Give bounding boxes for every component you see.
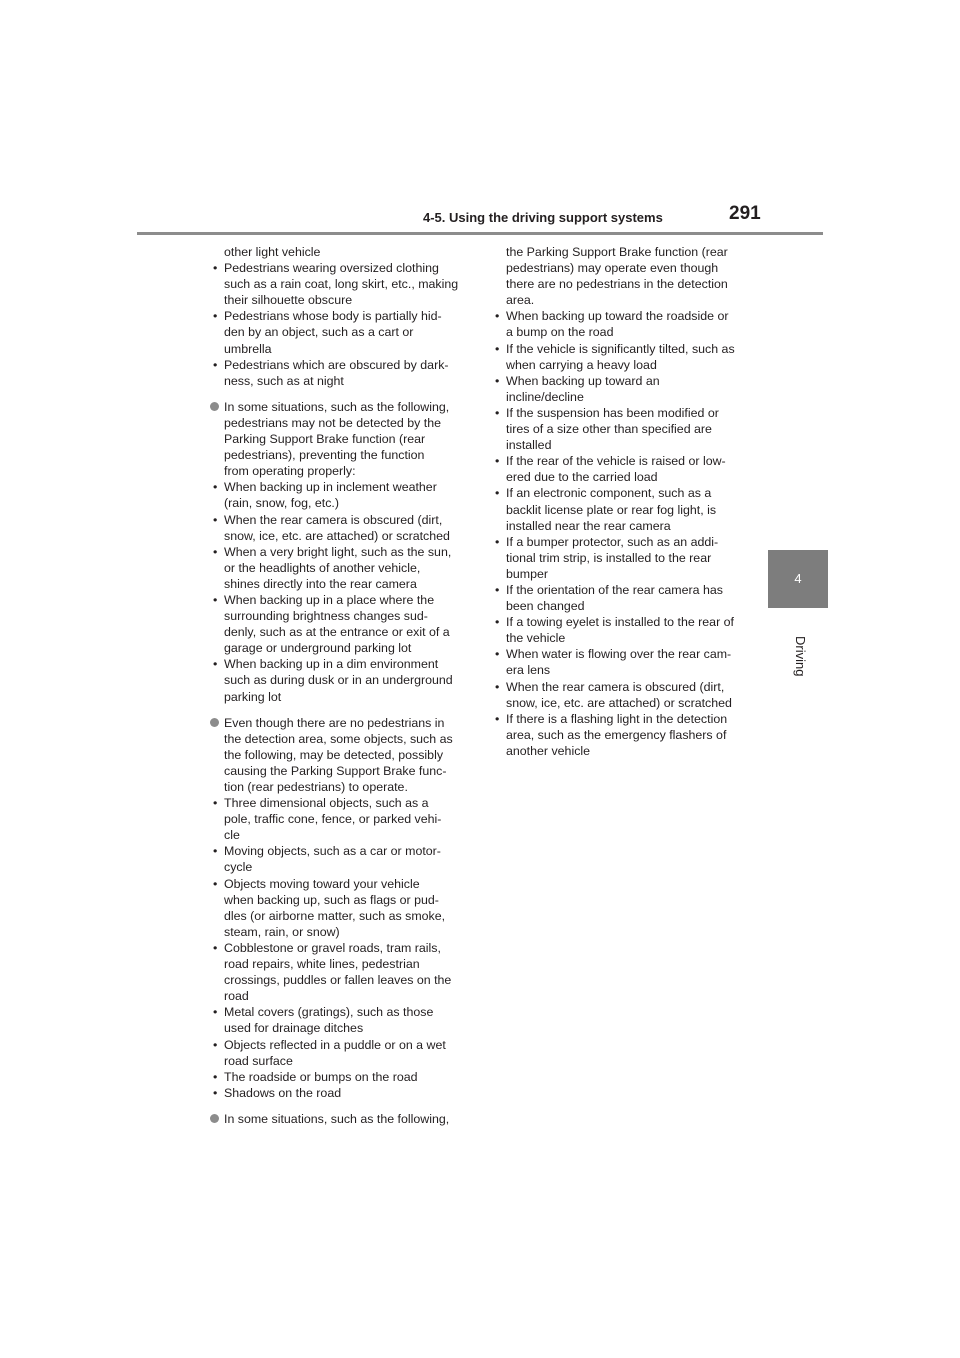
- text-line: the following, may be detected, possibly: [224, 747, 444, 762]
- bullet-mark: •: [495, 615, 500, 630]
- bullet-mark: •: [213, 480, 218, 495]
- text-line: area.: [506, 293, 535, 308]
- list-item: [209, 260, 457, 308]
- text-line: When backing up in a place where the: [224, 592, 435, 607]
- text-line: In some situations, such as the following,: [224, 399, 450, 414]
- text-line: causing the Parking Support Brake func-: [224, 763, 447, 778]
- list-item: [209, 876, 457, 940]
- text-line: When the rear camera is obscured (dirt,: [506, 679, 725, 694]
- text-line: area, such as the emergency flashers of: [506, 727, 727, 742]
- text-line: If the vehicle is significantly tilted, such as: [506, 341, 735, 356]
- list-item: [209, 512, 457, 544]
- text-line: bumper: [506, 566, 549, 581]
- text-line: such as a rain coat, long skirt, etc., making: [224, 277, 459, 292]
- text-line: snow, ice, etc. are attached) or scratched: [506, 695, 732, 710]
- text-line: pedestrians) may operate even though: [506, 261, 719, 276]
- text-line: pedestrians may not be detected by the: [224, 415, 441, 430]
- text-line: installed: [506, 438, 552, 453]
- text-line: Even though there are no pedestrians in: [224, 715, 445, 730]
- text-line: road: [224, 989, 249, 1004]
- text-line: If a towing eyelet is installed to the rear of: [506, 615, 734, 630]
- list-item: [491, 582, 751, 614]
- list-item: [209, 1085, 457, 1101]
- text-line: When a very bright light, such as the sun,: [224, 544, 452, 559]
- chapter-number: 4: [794, 571, 802, 586]
- text-line: When backing up toward the roadside or: [506, 309, 729, 324]
- bullet-mark: •: [495, 679, 500, 694]
- list-item: [209, 940, 457, 1004]
- text-line: When backing up in a dim environment: [224, 657, 439, 672]
- text-line: or the headlights of another vehicle,: [224, 560, 421, 575]
- text-line: cycle: [224, 860, 253, 875]
- continued-text: [491, 244, 751, 308]
- bullet-mark: •: [495, 647, 500, 662]
- continued-sub-list: [209, 260, 457, 389]
- text-line: When the rear camera is obscured (dirt,: [224, 512, 443, 527]
- bullet-mark: •: [495, 454, 500, 469]
- text-line: The roadside or bumps on the road: [224, 1069, 418, 1084]
- text-line: steam, rain, or snow): [224, 924, 340, 939]
- text-line: Objects moving toward your vehicle: [224, 876, 420, 891]
- list-item: [209, 357, 457, 389]
- bullet-paragraph: [209, 399, 457, 479]
- section-title: 4-5. Using the driving support systems: [423, 210, 663, 225]
- text-line: umbrella: [224, 341, 272, 356]
- text-line: shines directly into the rear camera: [224, 576, 417, 591]
- text-line: from operating properly:: [224, 464, 356, 479]
- text-line: If the rear of the vehicle is raised or low-: [506, 454, 726, 469]
- bullet-mark: •: [495, 309, 500, 324]
- text-line: Three dimensional objects, such as a: [224, 796, 429, 811]
- text-line: backlit license plate or rear fog light, is: [506, 502, 717, 517]
- text-line: Pedestrians whose body is partially hid-: [224, 309, 442, 324]
- bullet-mark: •: [213, 261, 218, 276]
- list-item: [209, 656, 457, 704]
- text-line: pedestrians), preventing the function: [224, 448, 425, 463]
- sub-list: [491, 308, 751, 759]
- sub-list: [209, 795, 457, 1101]
- bullet-paragraph: [209, 715, 457, 795]
- text-line: Moving objects, such as a car or motor-: [224, 844, 441, 859]
- text-line: When water is flowing over the rear cam-: [506, 647, 732, 662]
- bullet-mark: •: [495, 582, 500, 597]
- list-item: [209, 1069, 457, 1085]
- text-line: snow, ice, etc. are attached) or scratched: [224, 528, 450, 543]
- list-item: [209, 843, 457, 875]
- page-number: 291: [729, 203, 761, 224]
- text-line: their silhouette obscure: [224, 293, 353, 308]
- bullet-mark: •: [213, 357, 218, 372]
- sub-list: [209, 479, 457, 704]
- text-line: tires of a size other than specified are: [506, 422, 712, 437]
- text-line: ness, such as at night: [224, 373, 344, 388]
- list-item: [491, 646, 751, 678]
- text-line: Cobblestone or gravel roads, tram rails,: [224, 940, 441, 955]
- bullet-mark: •: [213, 940, 218, 955]
- text-line: used for drainage ditches: [224, 1021, 364, 1036]
- list-item: [209, 795, 457, 843]
- text-line: If a bumper protector, such as an addi-: [506, 534, 719, 549]
- text-line: installed near the rear camera: [506, 518, 671, 533]
- list-item: [209, 479, 457, 511]
- chapter-tab[interactable]: [768, 550, 828, 608]
- text-line: Pedestrians wearing oversized clothing: [224, 261, 439, 276]
- text-line: pole, traffic cone, fence, or parked vehi-: [224, 812, 442, 827]
- right-column: [491, 244, 751, 759]
- text-line: a bump on the road: [506, 325, 614, 340]
- list-item: [491, 341, 751, 373]
- text-line: when carrying a heavy load: [506, 357, 657, 372]
- text-line: ered due to the carried load: [506, 470, 658, 485]
- bullet-mark: •: [213, 657, 218, 672]
- list-item: [491, 373, 751, 405]
- text-line: In some situations, such as the following,: [224, 1111, 450, 1126]
- list-item: [209, 1004, 457, 1036]
- bullet-dot-icon: [210, 402, 219, 411]
- list-item: [491, 308, 751, 340]
- bullet-mark: •: [213, 1085, 218, 1100]
- text-line: When backing up in inclement weather: [224, 480, 437, 495]
- text-line: garage or underground parking lot: [224, 641, 412, 656]
- text-line: cle: [224, 828, 240, 843]
- bullet-mark: •: [495, 373, 500, 388]
- bullet-mark: •: [495, 711, 500, 726]
- list-item: [209, 308, 457, 356]
- text-line: If the orientation of the rear camera has: [506, 582, 723, 597]
- text-line: such as during dusk or in an underground: [224, 673, 453, 688]
- list-item: [491, 453, 751, 485]
- list-item: [491, 485, 751, 533]
- text-line: surrounding brightness changes sud-: [224, 609, 428, 624]
- text-line: Parking Support Brake function (rear: [224, 432, 426, 447]
- text-line: the vehicle: [506, 631, 566, 646]
- text-line: Objects reflected in a puddle or on a wet: [224, 1037, 446, 1052]
- text-line: other light vehicle: [224, 245, 321, 259]
- bullet-mark: •: [213, 796, 218, 811]
- text-line: denly, such as at the entrance or exit of a: [224, 625, 450, 640]
- text-line: road repairs, white lines, pedestrian: [224, 957, 420, 972]
- text-line: dles (or airborne matter, such as smoke,: [224, 908, 446, 923]
- bullet-dot-icon: [210, 1114, 219, 1123]
- bullet-mark: •: [213, 1069, 218, 1084]
- text-line: Shadows on the road: [224, 1085, 342, 1100]
- text-line: the detection area, some objects, such as: [224, 731, 453, 746]
- text-line: den by an object, such as a cart or: [224, 325, 414, 340]
- bullet-mark: •: [213, 1005, 218, 1020]
- list-item: [491, 711, 751, 759]
- bullet-mark: •: [495, 486, 500, 501]
- list-item: [491, 534, 751, 582]
- bullet-mark: •: [213, 512, 218, 527]
- text-line: When backing up toward an: [506, 373, 660, 388]
- text-line: If there is a flashing light in the detection: [506, 711, 728, 726]
- bullet-mark: •: [495, 341, 500, 356]
- text-line: If the suspension has been modified or: [506, 405, 719, 420]
- continued-text: [209, 244, 457, 260]
- bullet-mark: •: [213, 309, 218, 324]
- text-line: there are no pedestrians in the detection: [506, 277, 728, 292]
- list-item: [491, 679, 751, 711]
- list-item: [209, 544, 457, 592]
- bullet-mark: •: [213, 592, 218, 607]
- text-line: era lens: [506, 663, 551, 678]
- text-line: Metal covers (gratings), such as those: [224, 1005, 434, 1020]
- text-line: when backing up, such as flags or pud-: [224, 892, 439, 907]
- bullet-mark: •: [213, 876, 218, 891]
- text-line: Pedestrians which are obscured by dark-: [224, 357, 449, 372]
- text-line: the Parking Support Brake function (rear: [506, 245, 728, 259]
- text-line: crossings, puddles or fallen leaves on the: [224, 973, 452, 988]
- text-line: another vehicle: [506, 743, 591, 758]
- left-column: [209, 244, 457, 1127]
- list-item: [491, 405, 751, 453]
- text-line: If an electronic component, such as a: [506, 486, 712, 501]
- bullet-paragraph: [209, 1111, 457, 1127]
- text-line: tion (rear pedestrians) to operate.: [224, 780, 408, 794]
- list-item: [209, 592, 457, 656]
- text-line: been changed: [506, 599, 585, 614]
- bullet-mark: •: [213, 544, 218, 559]
- list-item: [491, 614, 751, 646]
- text-line: (rain, snow, fog, etc.): [224, 496, 340, 511]
- header-rule: [137, 232, 823, 235]
- bullet-mark: •: [495, 405, 500, 420]
- text-line: road surface: [224, 1053, 293, 1068]
- bullet-dot-icon: [210, 718, 219, 727]
- text-line: parking lot: [224, 689, 282, 704]
- bullet-mark: •: [213, 1037, 218, 1052]
- bullet-mark: •: [213, 844, 218, 859]
- text-line: incline/decline: [506, 389, 584, 404]
- list-item: [209, 1037, 457, 1069]
- text-line: tional trim strip, is installed to the rear: [506, 550, 712, 565]
- bullet-mark: •: [495, 534, 500, 549]
- chapter-label: Driving: [793, 636, 808, 677]
